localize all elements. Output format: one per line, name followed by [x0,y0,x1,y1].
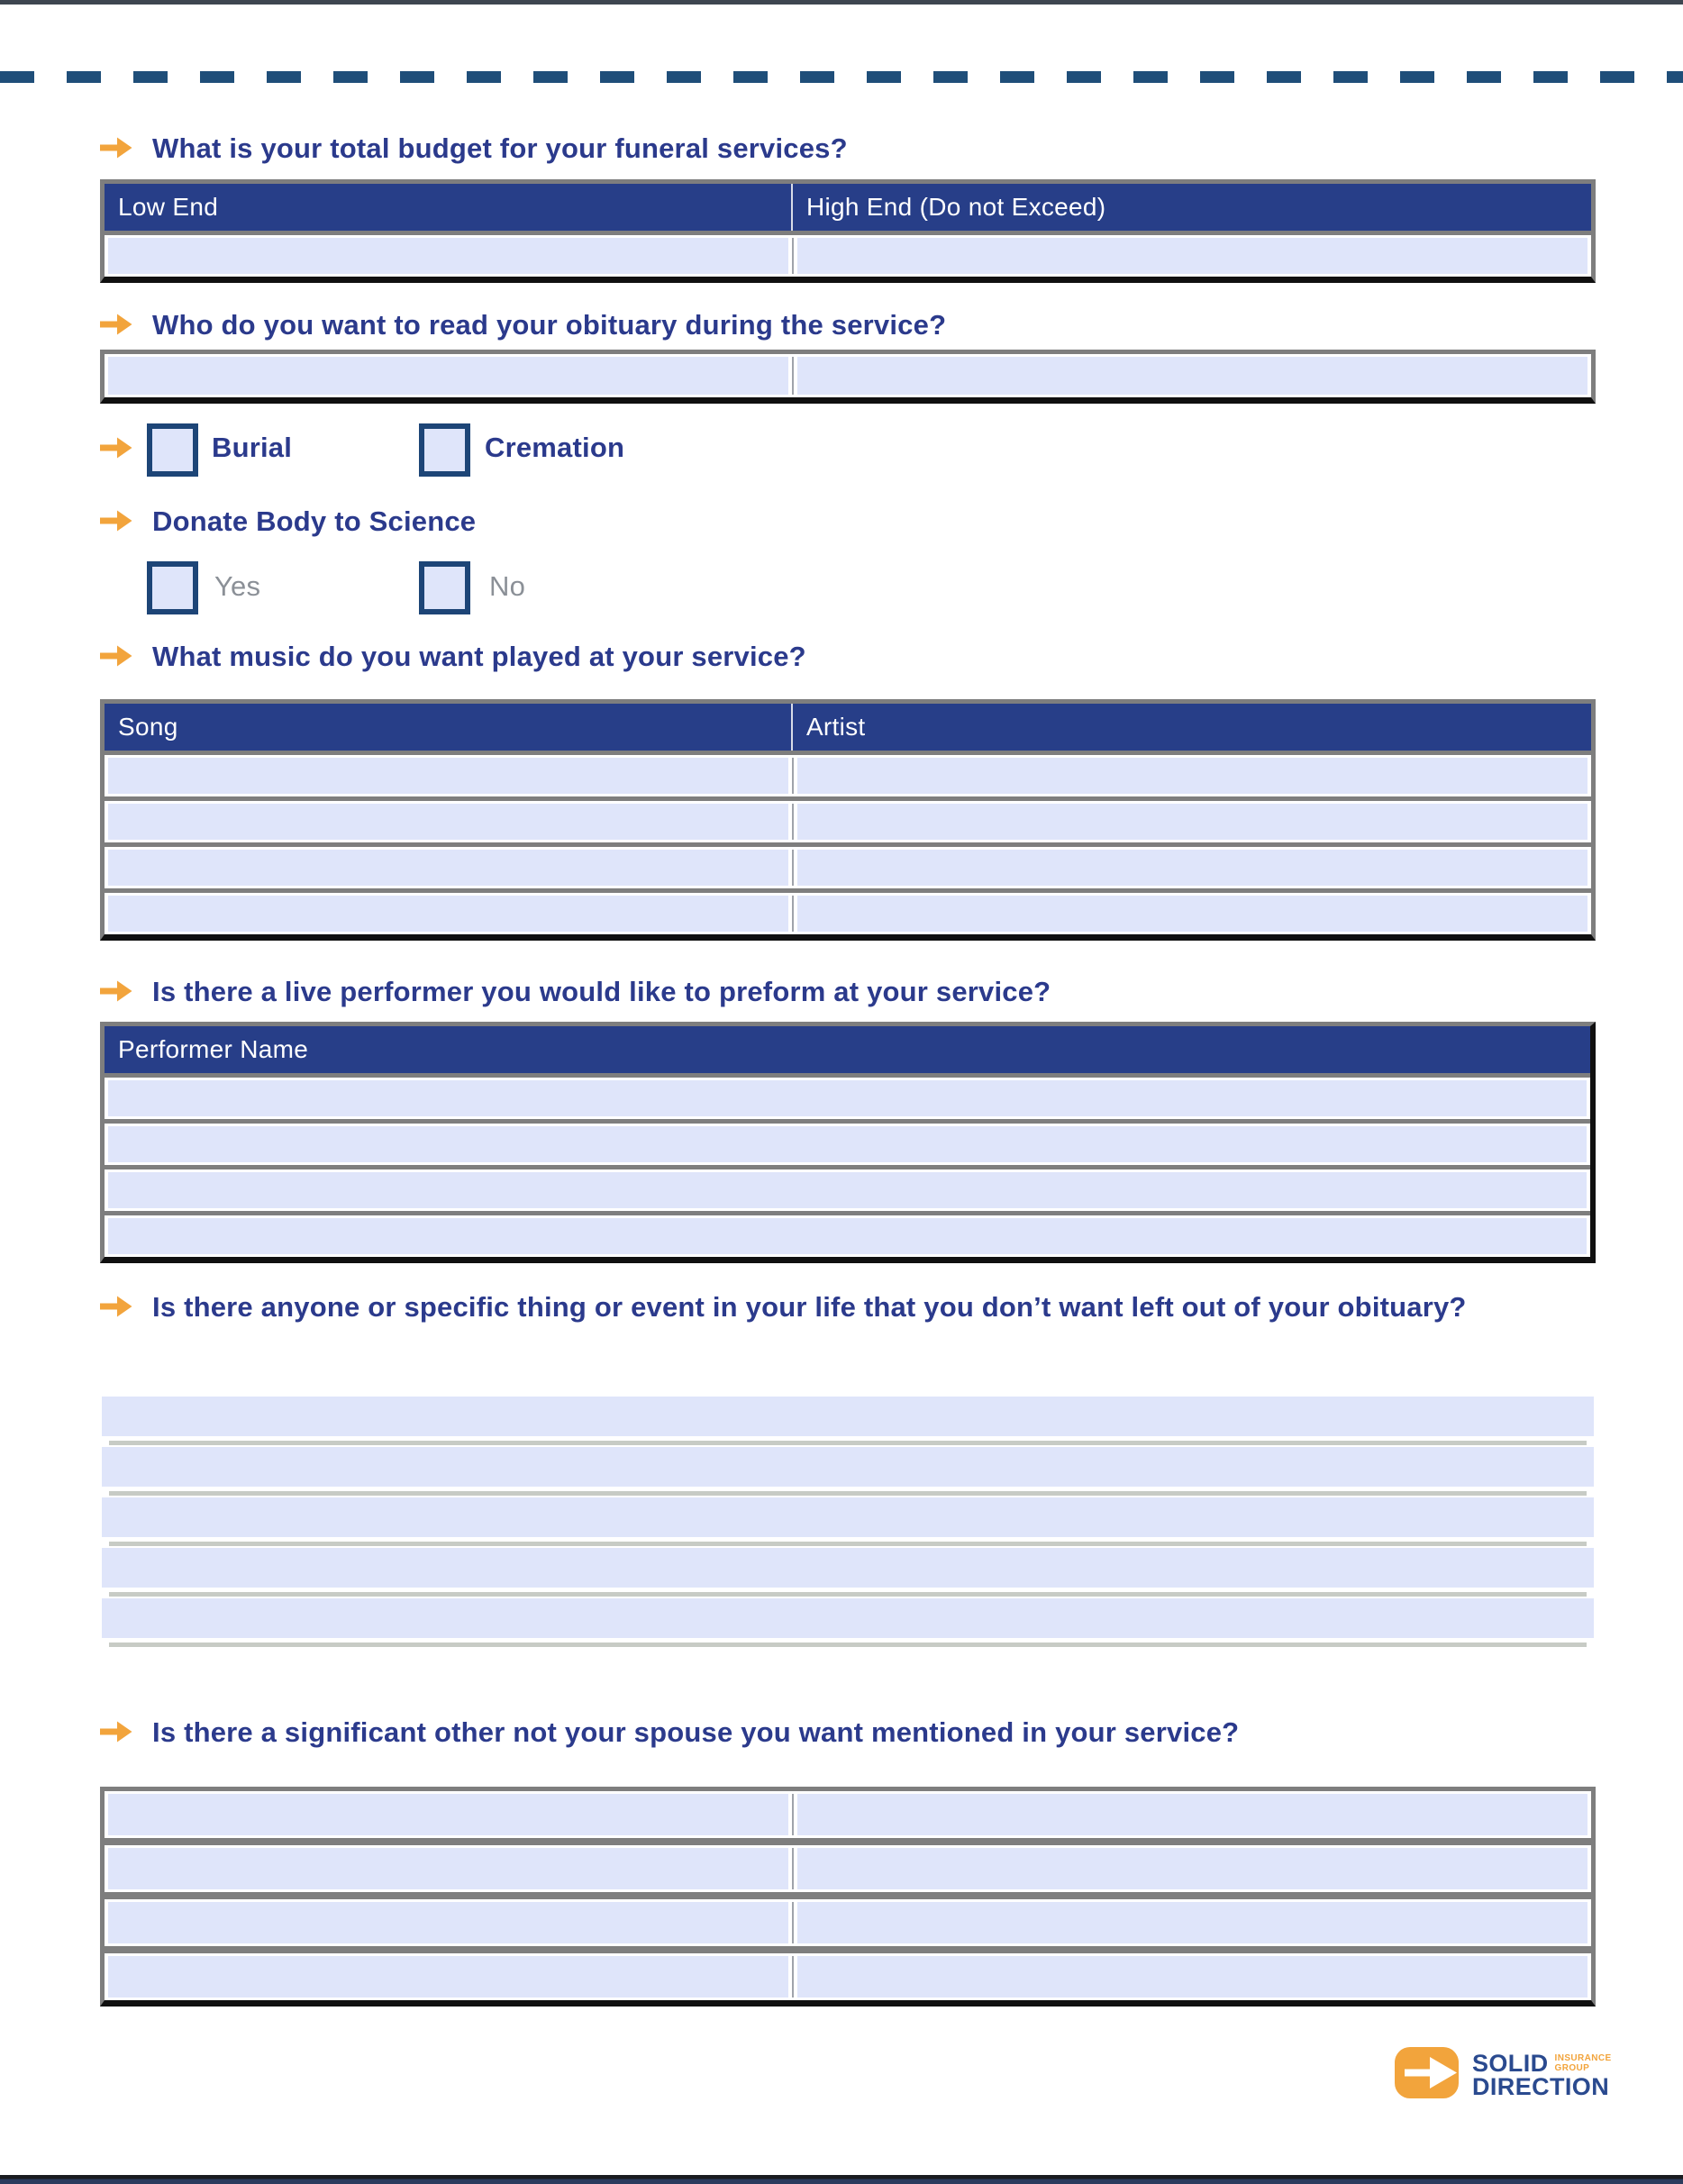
dashed-divider [0,71,1683,83]
budget-high-end-header: High End (Do not Exceed) [805,193,1106,221]
table-divider [105,1892,1591,1899]
obituary-reader-input-2[interactable] [797,357,1587,395]
song-input[interactable] [108,758,788,794]
obituary-reader-table [100,350,1596,404]
question-budget-label: What is your total budget for your funeral services? [152,132,848,164]
budget-table [100,179,1596,283]
table-row [105,1124,1590,1165]
song-input[interactable] [108,850,788,886]
donate-no-checkbox[interactable] [419,561,470,614]
question-budget [100,128,1524,171]
significant-other-input[interactable] [108,1902,788,1943]
table-row [105,1215,1590,1257]
obituary-write-in-line[interactable] [102,1598,1594,1638]
performer-name-input[interactable] [108,1080,1587,1116]
column-divider [792,896,794,932]
logo-brand-bottom: DIRECTION [1472,2073,1610,2100]
obituary-reader-input-1[interactable] [108,357,788,395]
performer-name-input[interactable] [108,1126,1587,1162]
performer-name-input[interactable] [108,1172,1587,1208]
obituary-write-in-line[interactable] [102,1497,1594,1537]
sd-logo-mark-icon [1395,2047,1463,2103]
cremation-checkbox[interactable] [419,423,470,477]
page-top-edge [0,0,1683,5]
question-donate-body [100,501,1524,544]
column-divider [792,357,794,395]
performer-table-header [105,1026,1590,1073]
performer-name-input[interactable] [108,1218,1587,1254]
obituary-write-in-line[interactable] [102,1447,1594,1487]
music-table-header [105,704,1591,751]
cremation-label: Cremation [485,432,625,463]
obituary-write-in-line[interactable] [102,1397,1594,1436]
significant-other-table [100,1787,1596,2007]
column-divider [792,1848,794,1889]
table-row [105,1791,1591,1838]
arrow-icon [100,1714,132,1755]
significant-other-input[interactable] [797,1794,1587,1835]
table-row [105,235,1591,277]
question-performer [100,971,1524,1015]
significant-other-input[interactable] [797,1848,1587,1889]
logo-brand-top: SOLID [1472,2050,1549,2077]
artist-input[interactable] [797,896,1587,932]
song-header: Song [105,704,793,751]
table-row [105,847,1591,888]
arrow-icon [100,306,132,348]
artist-input[interactable] [797,850,1587,886]
table-divider [105,1838,1591,1845]
table-row [105,893,1591,934]
budget-high-end-input[interactable] [797,238,1587,274]
arrow-icon [100,1288,132,1330]
significant-other-input[interactable] [797,1956,1587,1997]
budget-low-end-header: Low End [105,184,793,231]
table-row [105,801,1591,842]
question-obituary-mentions-label: Is there anyone or specific thing or event in your life that you don’t want left out of your obituary? [152,1291,1467,1323]
obituary-write-in-line[interactable] [102,1548,1594,1588]
question-donate-body-label: Donate Body to Science [152,505,477,537]
table-row [105,1169,1590,1211]
logo-tagline-bottom: GROUP [1554,2063,1590,2073]
significant-other-input[interactable] [108,1956,788,1997]
arrow-icon [100,973,132,1015]
burial-checkbox[interactable] [147,423,198,477]
column-divider [792,758,794,794]
arrow-icon [100,130,132,171]
budget-table-header [105,184,1591,231]
performer-table [100,1022,1596,1263]
donate-no-label: No [489,570,526,602]
music-table [100,699,1596,941]
question-significant-other [100,1712,1524,1755]
line-rule [109,1441,1587,1445]
table-row [105,1953,1591,2000]
song-input[interactable] [108,804,788,840]
arrow-icon [100,638,132,679]
donate-yes-checkbox[interactable] [147,561,198,614]
column-divider [792,804,794,840]
column-divider [792,1956,794,1997]
significant-other-input[interactable] [108,1848,788,1889]
performer-name-header: Performer Name [118,1035,309,1063]
column-divider [792,1902,794,1943]
significant-other-input[interactable] [797,1902,1587,1943]
significant-other-input[interactable] [108,1794,788,1835]
donate-yes-label: Yes [214,570,261,602]
burial-label: Burial [212,432,293,463]
question-music [100,636,1524,679]
artist-input[interactable] [797,804,1587,840]
solid-direction-logo [1395,2047,1612,2103]
table-row [105,354,1591,397]
artist-input[interactable] [797,758,1587,794]
question-significant-other-label: Is there a significant other not your spouse you want mentioned in your service? [152,1716,1240,1748]
budget-low-end-input[interactable] [108,238,788,274]
line-rule [109,1592,1587,1597]
table-row [105,1899,1591,1946]
table-row [105,1078,1590,1119]
arrow-icon [100,503,132,544]
artist-header: Artist [805,713,866,741]
table-divider [105,1946,1591,1953]
logo-tagline-top: INSURANCE [1554,2053,1612,2063]
question-obituary-reader [100,305,1524,348]
column-divider [792,1794,794,1835]
question-music-label: What music do you want played at your service? [152,641,806,672]
line-rule [109,1491,1587,1496]
line-rule [109,1643,1587,1647]
table-row [105,755,1591,796]
question-obituary-mentions [100,1287,1469,1330]
line-rule [109,1542,1587,1546]
question-performer-label: Is there a live performer you would like to preform at your service? [152,976,1051,1007]
column-divider [792,850,794,886]
arrow-icon [100,436,132,464]
table-row [105,1845,1591,1892]
song-input[interactable] [108,896,788,932]
page-bottom-edge [0,2175,1683,2184]
column-divider [792,238,794,274]
question-obituary-reader-label: Who do you want to read your obituary during the service? [152,309,947,341]
